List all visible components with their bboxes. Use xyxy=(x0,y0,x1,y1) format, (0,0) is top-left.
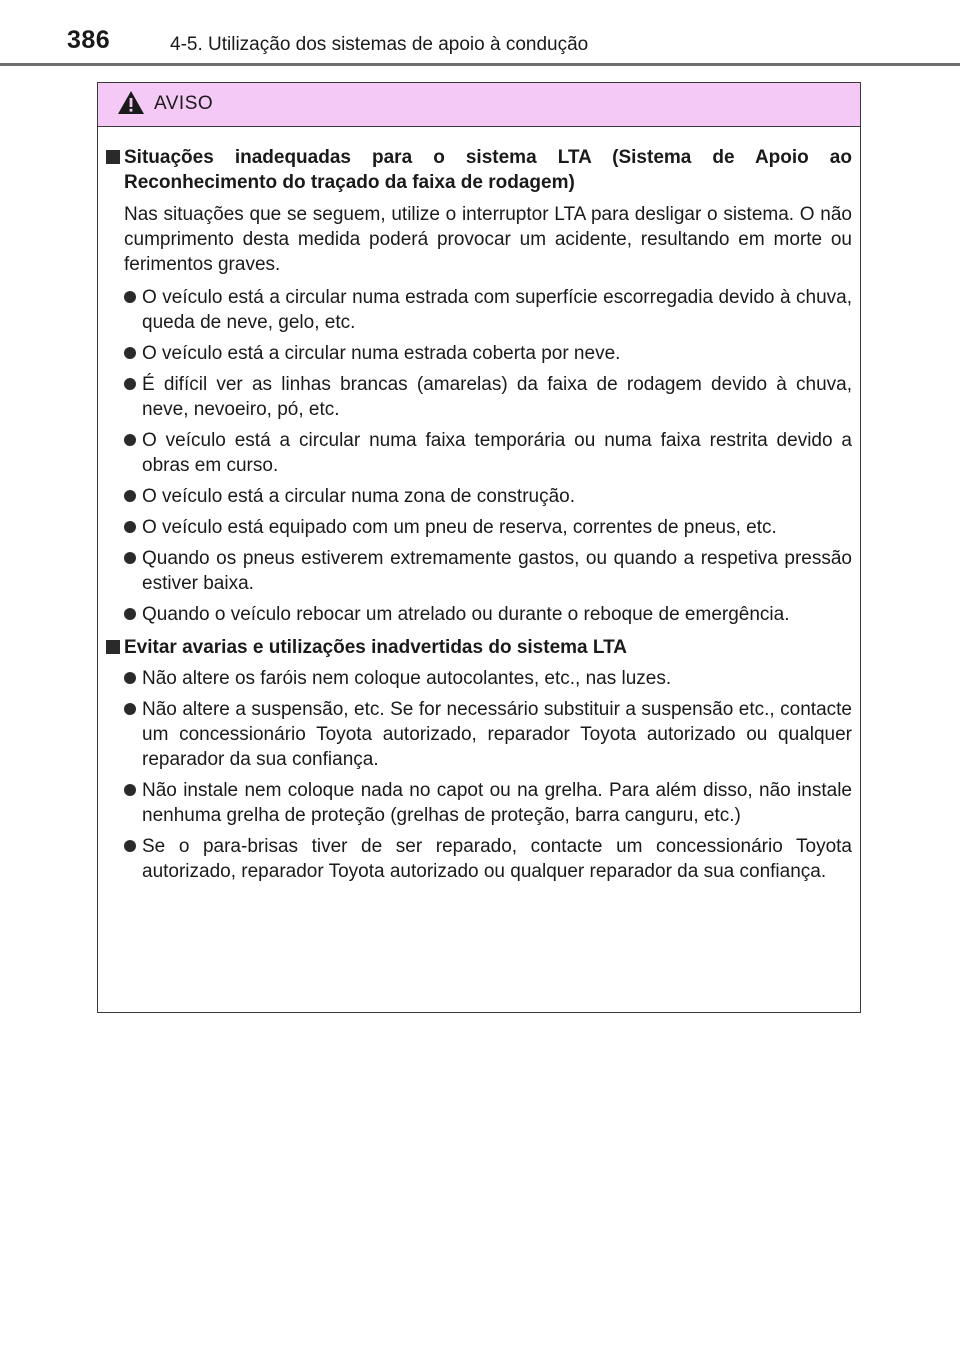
bullet-dot-icon xyxy=(124,552,136,564)
bullet-dot-icon xyxy=(124,703,136,715)
list-item-text: Quando o veículo rebocar um atrelado ou durante o reboque de emergência. xyxy=(142,604,790,625)
bullet-dot-icon xyxy=(124,672,136,684)
list-item-text: Se o para-brisas tiver de ser reparado, contacte um concessionário Toyota autorizado, reparador Toyota autorizado ou qualquer reparador da sua confiança. xyxy=(142,836,852,882)
warning-box xyxy=(97,82,861,1013)
bullet-dot-icon xyxy=(124,291,136,303)
list-item-text: Não altere os faróis nem coloque autocolantes, etc., nas luzes. xyxy=(142,668,672,689)
list-item-text: Quando os pneus estiverem extremamente gastos, ou quando a respetiva pressão estiver baixa. xyxy=(142,548,852,594)
bullet-dot-icon xyxy=(124,378,136,390)
section-title: 4-5. Utilização dos sistemas de apoio à condução xyxy=(170,34,589,55)
square-bullet-icon xyxy=(106,640,120,654)
warning-header xyxy=(98,83,860,127)
section-heading: Situações inadequadas para o sistema LTA (Sistema de Apoio ao Reconhecimento do traçado da faixa de rodagem) xyxy=(124,147,852,193)
list-item-text: O veículo está a circular numa estrada coberta por neve. xyxy=(142,343,621,364)
list-item-text: O veículo está a circular numa faixa temporária ou numa faixa restrita devido a obras em curso. xyxy=(142,430,852,476)
list-item-text: O veículo está equipado com um pneu de reserva, correntes de pneus, etc. xyxy=(142,517,777,538)
list-item xyxy=(124,285,852,335)
list-item-text: O veículo está a circular numa zona de construção. xyxy=(142,486,576,507)
list-item-text: Não altere a suspensão, etc. Se for necessário substituir a suspensão etc., contacte um concessionário Toyota autorizado, reparador Toyota autorizado ou qualquer reparador da sua confiança. xyxy=(142,699,852,770)
list-item xyxy=(124,372,852,422)
section-content xyxy=(124,145,852,627)
warning-title: AVISO xyxy=(154,93,214,114)
section-heading: Evitar avarias e utilizações inadvertidas do sistema LTA xyxy=(124,637,627,658)
bullet-dot-icon xyxy=(124,608,136,620)
list-item xyxy=(124,341,852,366)
list-item xyxy=(124,428,852,478)
list-item xyxy=(124,484,852,509)
warning-triangle-icon xyxy=(117,90,145,115)
bullet-list xyxy=(124,666,852,884)
section-intro: Nas situações que se seguem, utilize o interruptor LTA para desligar o sistema. O não cumprimento desta medida poderá provocar um acidente, resultando em morte ou ferimentos graves. xyxy=(124,204,852,275)
bullet-list xyxy=(124,285,852,627)
page-number: 386 xyxy=(67,26,111,54)
bullet-dot-icon xyxy=(124,840,136,852)
list-item-text: É difícil ver as linhas brancas (amarelas) da faixa de rodagem devido à chuva, neve, nevoeiro, pó, etc. xyxy=(142,374,852,420)
list-item xyxy=(124,697,852,772)
bullet-dot-icon xyxy=(124,784,136,796)
list-item xyxy=(124,546,852,596)
header-divider xyxy=(0,63,960,66)
bullet-dot-icon xyxy=(124,434,136,446)
list-item-text: Não instale nem coloque nada no capot ou na grelha. Para além disso, não instale nenhuma grelha de proteção (grelhas de proteção, barra canguru, etc.) xyxy=(142,780,852,826)
warning-body xyxy=(98,127,860,884)
page-header xyxy=(0,0,960,66)
list-item xyxy=(124,666,852,691)
list-item xyxy=(124,515,852,540)
list-item xyxy=(124,778,852,828)
warning-section xyxy=(106,635,852,884)
bullet-dot-icon xyxy=(124,521,136,533)
list-item-text: O veículo está a circular numa estrada com superfície escorregadia devido à chuva, queda de neve, gelo, etc. xyxy=(142,287,852,333)
section-content xyxy=(124,635,852,884)
list-item xyxy=(124,834,852,884)
square-bullet-icon xyxy=(106,150,120,164)
bullet-dot-icon xyxy=(124,490,136,502)
list-item xyxy=(124,602,852,627)
bullet-dot-icon xyxy=(124,347,136,359)
warning-section xyxy=(106,145,852,627)
